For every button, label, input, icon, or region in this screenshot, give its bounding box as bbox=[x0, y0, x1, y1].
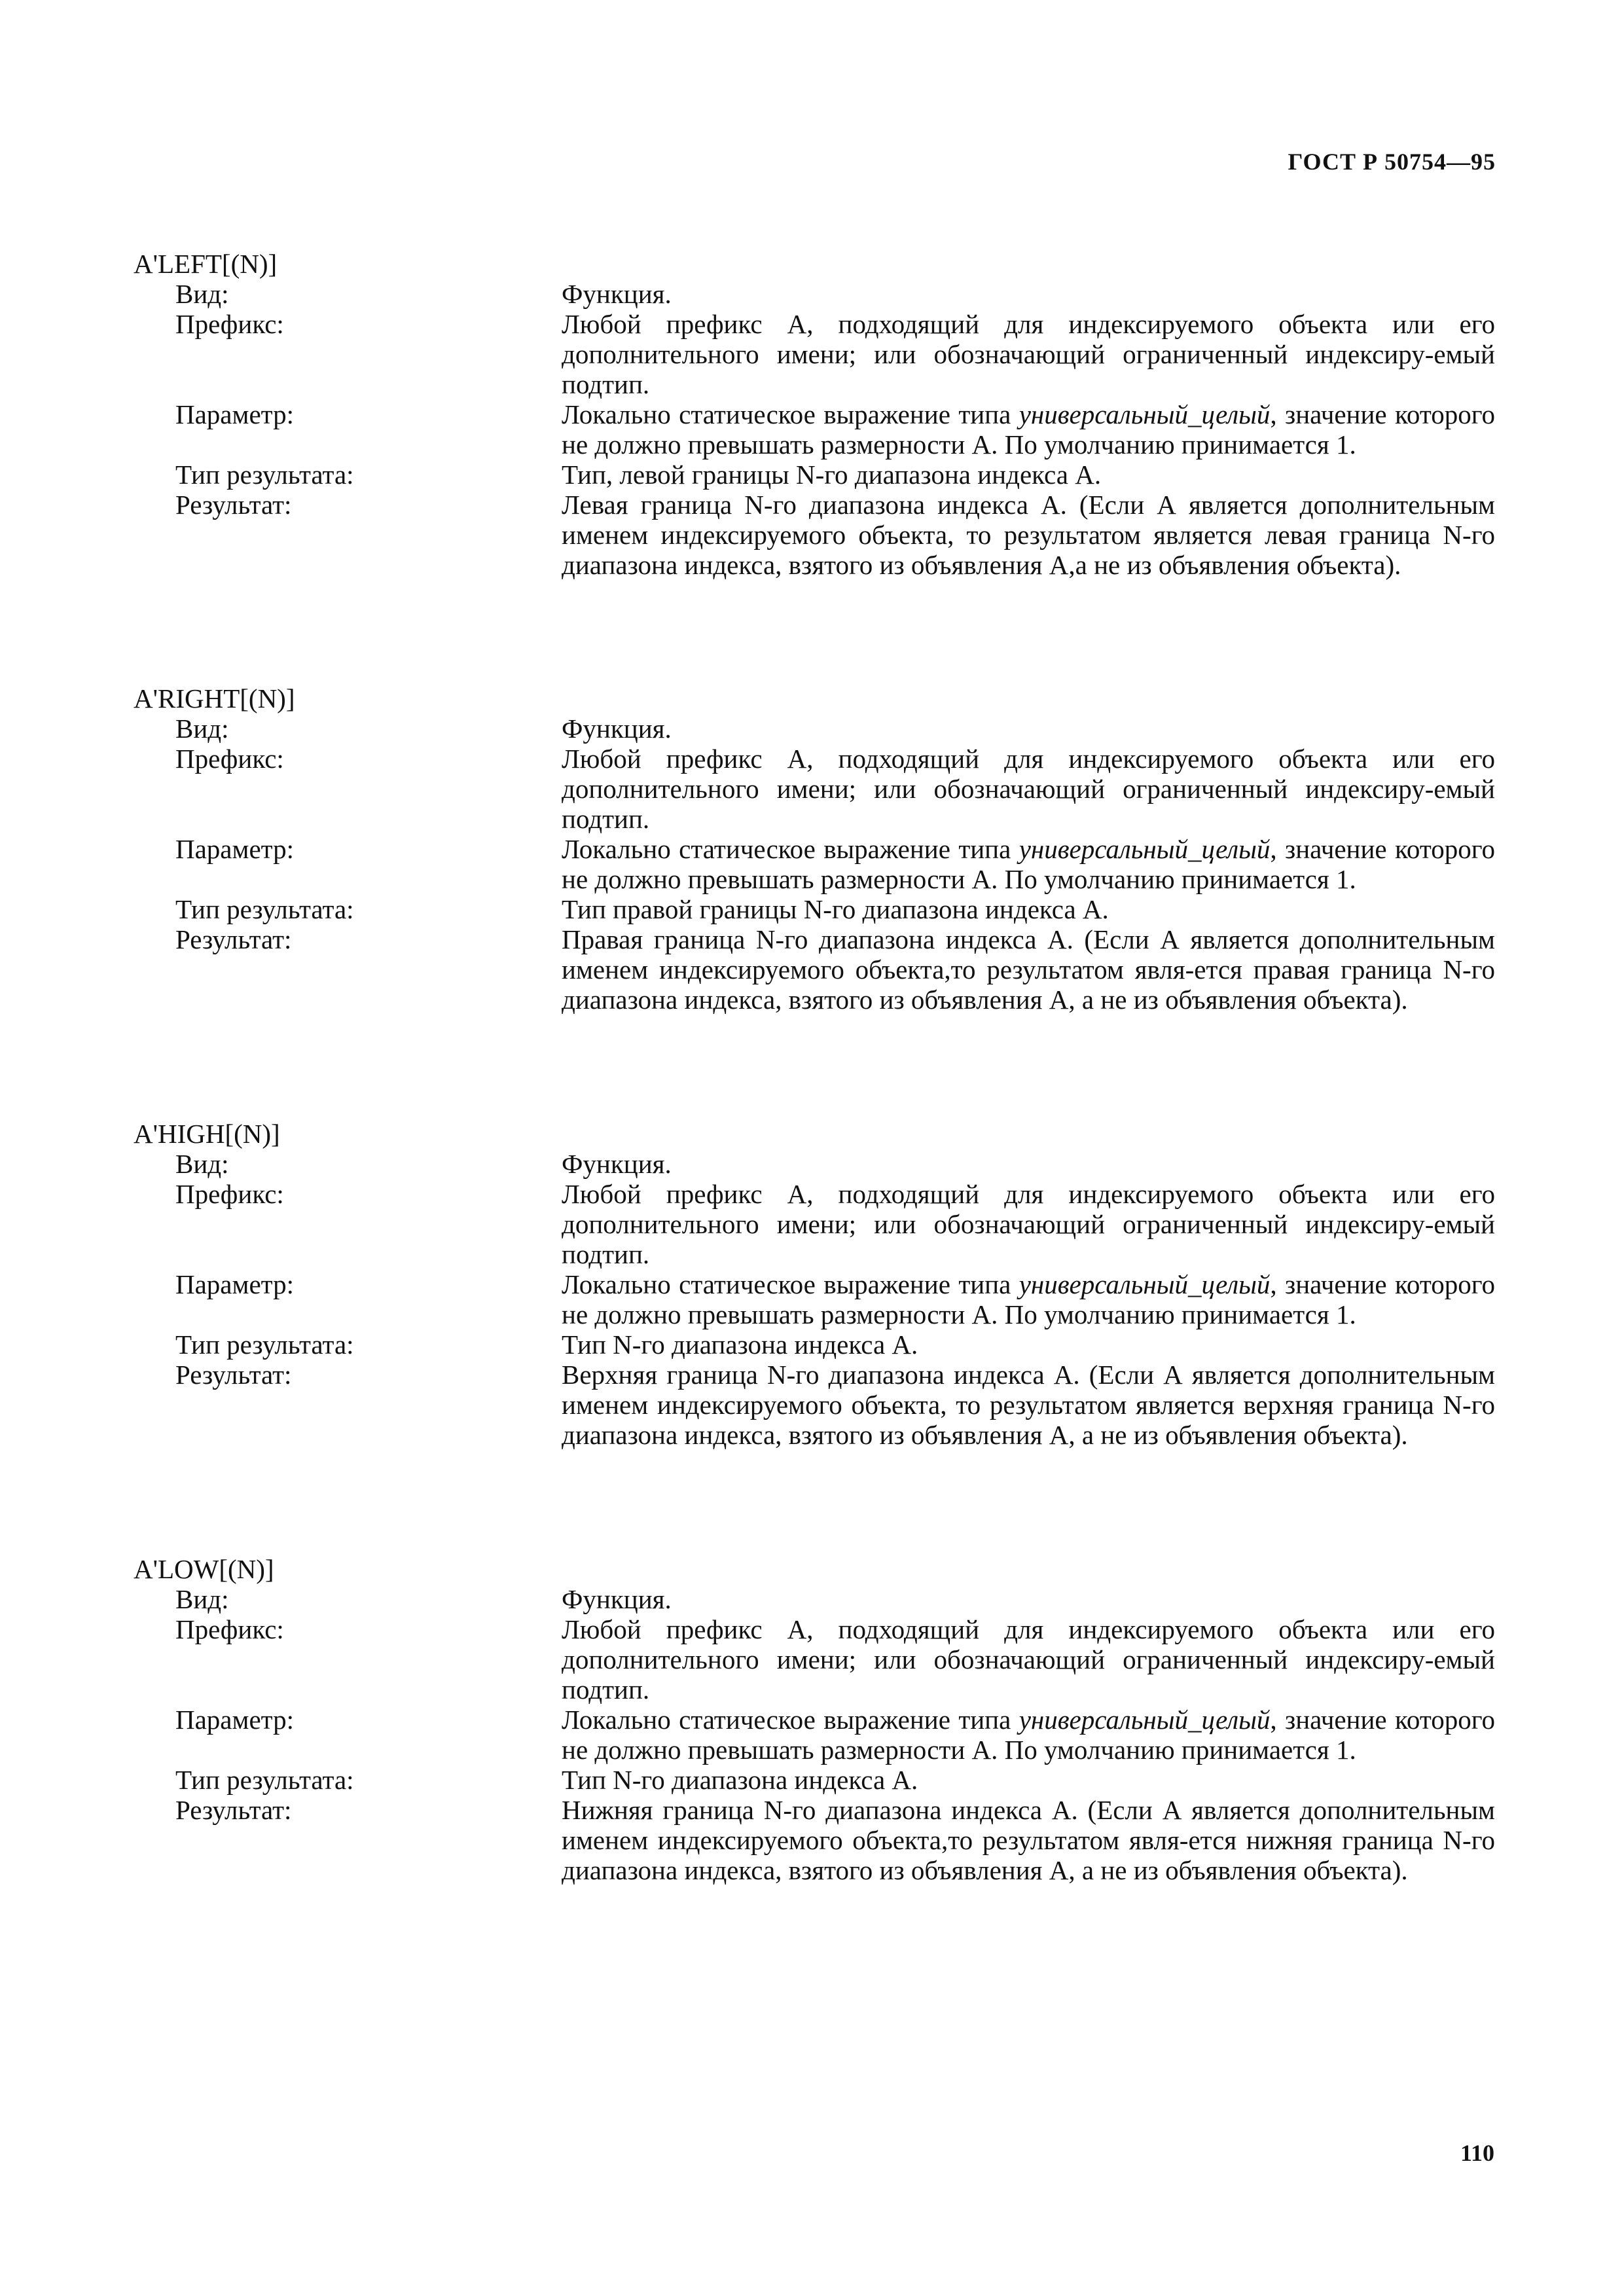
attribute-block-high bbox=[134, 1119, 1495, 1450]
entry-value: Тип правой границы N-го диапазона индекса А. bbox=[562, 894, 1109, 924]
entry-prefix bbox=[134, 1614, 1495, 1705]
value-text: , значение которого не должно превышать размерности А. По умолчанию принимается 1. bbox=[562, 1705, 1495, 1765]
value-type-name: универсальный_целый bbox=[1019, 1269, 1271, 1299]
page-number: 110 bbox=[1460, 2140, 1494, 2166]
entry-result-type bbox=[134, 1765, 1495, 1795]
entry-label: Тип результата: bbox=[175, 1329, 354, 1360]
value-text: Локально статическое выражение типа bbox=[562, 1269, 1019, 1299]
entry-value bbox=[562, 834, 1495, 894]
attribute-block-right bbox=[134, 683, 1495, 1015]
entry-label: Вид: bbox=[175, 1584, 229, 1614]
entry-value bbox=[562, 1705, 1495, 1765]
entry-result bbox=[134, 1360, 1495, 1450]
entry-value: Верхняя граница N-го диапазона индекса А. (Если А является дополнительным именем индексируемого объекта, то результатом является верхняя граница N-го диапазона индекса, взятого из объявления А, а не из объявления объекта). bbox=[562, 1360, 1495, 1450]
entry-kind bbox=[134, 1149, 1495, 1179]
entry-prefix bbox=[134, 744, 1495, 834]
entry-value: Функция. bbox=[562, 1149, 672, 1179]
entry-value: Нижняя граница N-го диапазона индекса А. (Если А является дополнительным именем индексируемого объекта,то результатом явля-ется нижняя граница N-го диапазона индекса, взятого из объявления А, а не из объявления объекта). bbox=[562, 1795, 1495, 1885]
entry-label: Результат: bbox=[175, 1360, 292, 1390]
entry-value: Любой префикс А, подходящий для индексируемого объекта или его дополнительного имени; или обозначающий ограниченный индексиру-емый подтип. bbox=[562, 744, 1495, 834]
entry-kind bbox=[134, 279, 1495, 309]
attribute-block-low bbox=[134, 1554, 1495, 1885]
entry-label: Параметр: bbox=[175, 834, 294, 864]
entry-parameter bbox=[134, 834, 1495, 894]
attribute-title: A'HIGH[(N)] bbox=[134, 1119, 280, 1149]
entry-value bbox=[562, 1269, 1495, 1329]
entry-label: Префикс: bbox=[175, 1614, 284, 1644]
entry-parameter bbox=[134, 1705, 1495, 1765]
entry-label: Параметр: bbox=[175, 399, 294, 429]
entry-kind bbox=[134, 714, 1495, 744]
value-text: , значение которого не должно превышать размерности А. По умолчанию принимается 1. bbox=[562, 834, 1495, 894]
entry-label: Тип результата: bbox=[175, 1765, 354, 1795]
entry-value: Любой префикс А, подходящий для индексируемого объекта или его дополнительного имени; или обозначающий ограниченный индексиру-емый подтип. bbox=[562, 1614, 1495, 1705]
entry-label: Вид: bbox=[175, 279, 229, 309]
entry-kind bbox=[134, 1584, 1495, 1614]
entry-value: Левая граница N-го диапазона индекса А. (Если А является дополнительным именем индексируемого объекта, то результатом является левая граница N-го диапазона индекса, взятого из объявления А,а не из объявления объекта). bbox=[562, 490, 1495, 580]
entry-label: Префикс: bbox=[175, 744, 284, 774]
attribute-title: A'LOW[(N)] bbox=[134, 1554, 274, 1584]
value-type-name: универсальный_целый bbox=[1019, 399, 1271, 429]
entry-value: Любой префикс А, подходящий для индексируемого объекта или его дополнительного имени; или обозначающий ограниченный индексиру-емый подтип. bbox=[562, 309, 1495, 399]
entry-label: Результат: bbox=[175, 490, 292, 520]
value-type-name: универсальный_целый bbox=[1019, 1705, 1271, 1735]
attribute-block-left bbox=[134, 249, 1495, 580]
entry-label: Вид: bbox=[175, 1149, 229, 1179]
entry-label: Результат: bbox=[175, 924, 292, 954]
entry-label: Тип результата: bbox=[175, 460, 354, 490]
attribute-title: A'RIGHT[(N)] bbox=[134, 683, 295, 714]
entry-parameter bbox=[134, 1269, 1495, 1329]
value-text: Локально статическое выражение типа bbox=[562, 399, 1019, 429]
entry-label: Префикс: bbox=[175, 1179, 284, 1209]
entry-label: Префикс: bbox=[175, 309, 284, 339]
entry-value: Функция. bbox=[562, 1584, 672, 1614]
entry-label: Тип результата: bbox=[175, 894, 354, 924]
entry-value: Функция. bbox=[562, 714, 672, 744]
entry-result bbox=[134, 490, 1495, 580]
entry-result bbox=[134, 924, 1495, 1015]
entry-label: Вид: bbox=[175, 714, 229, 744]
entry-prefix bbox=[134, 1179, 1495, 1269]
entry-label: Результат: bbox=[175, 1795, 292, 1825]
value-type-name: универсальный_целый bbox=[1019, 834, 1271, 864]
entry-value: Функция. bbox=[562, 279, 672, 309]
entry-parameter bbox=[134, 399, 1495, 460]
value-text: Локально статическое выражение типа bbox=[562, 1705, 1019, 1735]
entry-label: Параметр: bbox=[175, 1705, 294, 1735]
value-text: Локально статическое выражение типа bbox=[562, 834, 1019, 864]
entry-result bbox=[134, 1795, 1495, 1885]
entry-value: Правая граница N-го диапазона индекса А. (Если А является дополнительным именем индексируемого объекта,то результатом явля-ется правая граница N-го диапазона индекса, взятого из объявления А, а не из объявления объекта). bbox=[562, 924, 1495, 1015]
value-text: , значение которого не должно превышать размерности А. По умолчанию принимается 1. bbox=[562, 399, 1495, 460]
entry-value: Тип, левой границы N-го диапазона индекса А. bbox=[562, 460, 1102, 490]
entry-result-type bbox=[134, 1329, 1495, 1360]
entry-value bbox=[562, 399, 1495, 460]
entry-value: Тип N-го диапазона индекса А. bbox=[562, 1329, 918, 1360]
attribute-title: A'LEFT[(N)] bbox=[134, 249, 278, 279]
entry-result-type bbox=[134, 460, 1495, 490]
page-header-standard: ГОСТ Р 50754—95 bbox=[1288, 149, 1496, 175]
value-text: , значение которого не должно превышать размерности А. По умолчанию принимается 1. bbox=[562, 1269, 1495, 1329]
entry-value: Любой префикс А, подходящий для индексируемого объекта или его дополнительного имени; или обозначающий ограниченный индексиру-емый подтип. bbox=[562, 1179, 1495, 1269]
entry-label: Параметр: bbox=[175, 1269, 294, 1299]
entry-prefix bbox=[134, 309, 1495, 399]
entry-result-type bbox=[134, 894, 1495, 924]
entry-value: Тип N-го диапазона индекса А. bbox=[562, 1765, 918, 1795]
